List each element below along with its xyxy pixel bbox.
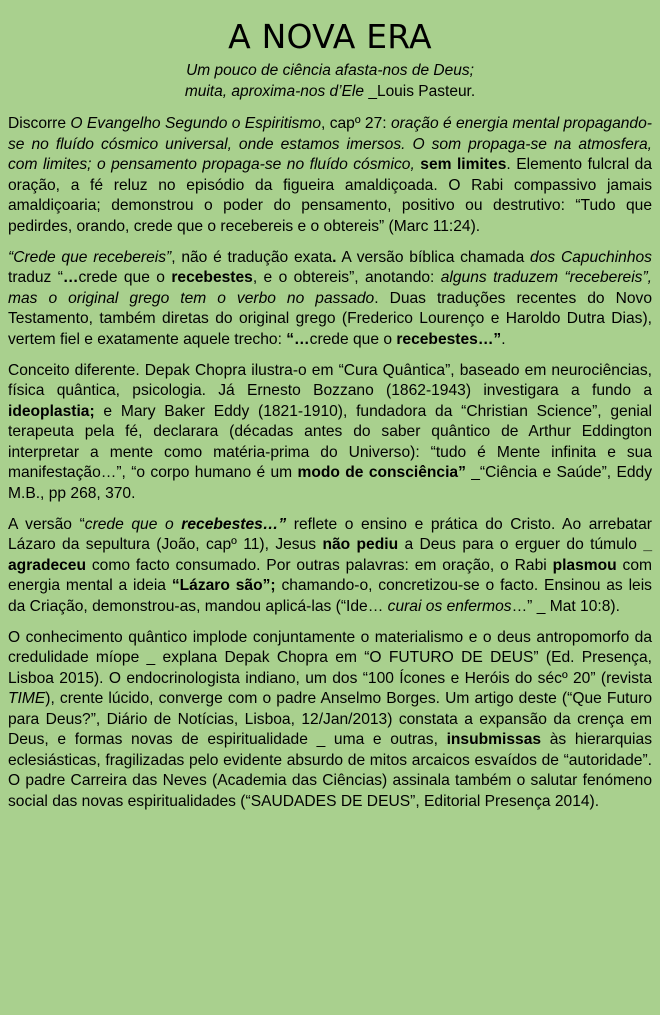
text-run: reflete o ensino e prática do Cristo. Ao arrebatar Lázaro da sepultura (João, capº 11), Jesus (8, 515, 652, 553)
epigraph-author: _Louis Pasteur. (364, 83, 476, 100)
text-run: . (501, 330, 506, 348)
text-run: recebestes (171, 269, 253, 286)
text-run: A versão “ (8, 515, 85, 533)
text-run: insubmissas (446, 731, 542, 748)
text-run: plasmou (552, 556, 617, 574)
text-run: Discorre (8, 115, 71, 132)
epigraph-line-2: muita, aproxima-nos d’Ele (184, 83, 365, 100)
text-run: _“Ciência e Saúde”, Eddy M.B., pp 268, 370. (8, 464, 652, 502)
paragraph-3 (8, 361, 652, 505)
text-run: …” _ Mat 10:8). (511, 597, 620, 615)
text-run: ), crente lúcido, converge com o padre Anselmo Borges. Um artigo deste (“Que Futuro para Deus?”, Diário de Notícias, Lisboa, 12/Jan/2013) constata a expansão da crença em Deus, e formas novas de espiritualidade _ uma e outras, (8, 690, 652, 748)
text-run: traduz “ (8, 269, 63, 286)
text-run: dos Capuchinhos (530, 248, 652, 266)
text-run: _ agradeceu (8, 536, 652, 574)
text-run: . Elemento fulcral da oração, a fé reluz no episódio da figueira amaldiçoada. O Rabi compassivo jamais amaldiçoaria; demonstrou o poder do pensamento, positivo ou destrutivo: “Tudo que pedirdes, orando, crede que o recebereis e o obtereis” (Marc 11:24). (8, 156, 652, 235)
text-run: crede que o (78, 269, 172, 286)
text-run: O conhecimento quântico implode conjuntamente o materialismo e o deus antropomorfo da credulidade míope _ explana Depak Chopra em “O FUTURO DE DEUS” (Ed. Presença, Lisboa 2015). O endocrinologista indiano, um dos “100 Ícones e Heróis do sécº 20” (revista (8, 628, 652, 687)
text-run: e Mary Baker Eddy (1821-1910), fundadora da “Christian Science”, genial terapeuta pela fé, declarara (décadas antes do saber quântico de Arthur Eddington interpretar a mente como matéria-prima do Universo): “tudo é Mente infinita e sua manifestação…”, “o corpo humano é um (8, 402, 652, 481)
text-run: recebestes…” (396, 330, 502, 348)
text-run: “Crede que recebereis” (8, 248, 172, 266)
text-run: recebestes…” (181, 515, 287, 533)
text-run: “Lázaro são”; (171, 577, 276, 594)
epigraph-line-1: Um pouco de ciência afasta-nos de Deus; (186, 62, 474, 79)
paragraph-1 (8, 114, 652, 237)
text-run: , e o obtereis”, anotando: (252, 269, 441, 286)
epigraph (8, 60, 652, 102)
text-run: a Deus para o erguer do túmulo (398, 536, 644, 553)
text-run: , capº 27: (321, 115, 391, 132)
text-run: chamando-o, concretizou-se o facto. Ensinou as leis da Criação, demonstrou-as, mandou aplicá-las (“Ide… (8, 577, 652, 615)
text-run: às hierarquias eclesiásticas, fragilizadas pelo evidente absurdo de mitos arcaicos esvaídos de “autoridade”. O padre Carreira das Neves (Academia das Ciências) assinala também o salutar fenómeno social das novas espiritualidades (“SAUDADES DE DEUS”, Editorial Presença 2014). (8, 731, 652, 810)
text-run: não pediu (322, 536, 399, 553)
text-run: ideoplastia; (8, 402, 95, 420)
text-run: alguns traduzem “recebereis”, mas o original grego tem o verbo no passado (8, 269, 652, 307)
text-run: modo de consciência” (297, 464, 466, 481)
paragraph-4 (8, 515, 652, 618)
text-run: , não é tradução exata (171, 248, 333, 266)
body-text (8, 114, 652, 812)
text-run: A versão bíblica chamada (336, 248, 531, 266)
text-run: oração é energia mental propagando-se no fluído cósmico universal, onde estamos imersos. O som propaga-se na atmosfera, com limites; o pensamento propaga-se no fluído cósmico, (8, 115, 652, 173)
text-run: crede que o (84, 515, 182, 533)
text-run: . (332, 248, 337, 266)
text-run: … (62, 269, 79, 286)
paragraph-5 (8, 628, 652, 813)
text-run: crede que o (309, 330, 397, 348)
text-run: Conceito diferente. Depak Chopra ilustra-o em “Cura Quântica”, baseado em neurociências, física quântica, psicologia. Já Ernesto Bozzano (1862-1943) investigara a fundo a (8, 361, 652, 399)
text-run: “… (286, 330, 310, 348)
text-run: como facto consumado. Por outras palavras: em oração, o Rabi (86, 556, 553, 574)
paragraph-2 (8, 248, 652, 351)
text-run: curai os enfermos (387, 597, 512, 615)
page-title: A NOVA ERA (228, 17, 432, 56)
text-run: . Duas traduções recentes do Novo Testamento, também diretas do original grego (Frederico Lourenço e Haroldo Dutra Dias), vertem fiel e exatamente aquele trecho: (8, 289, 652, 348)
text-run: O Evangelho Segundo o Espiritismo (70, 115, 322, 132)
text-run: com energia mental a ideia (8, 556, 652, 594)
text-run: sem limites (420, 156, 507, 173)
text-run: TIME (8, 690, 46, 707)
